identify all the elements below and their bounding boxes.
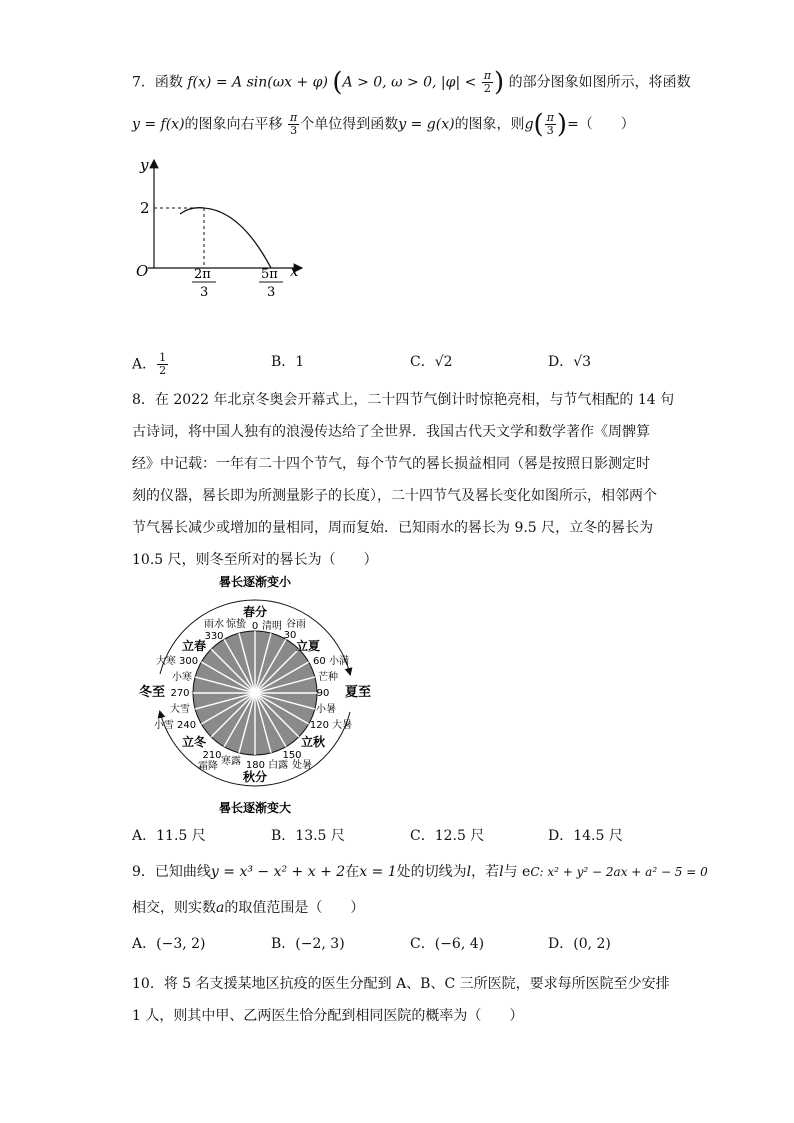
q8-option-a[interactable]: [132, 826, 206, 846]
q8-line: 古诗词，将中国人独有的浪漫传达给了全世界．我国古代天文学和数学著作《周髀算: [132, 424, 650, 440]
q7-func-y: y = f(x): [132, 116, 185, 133]
term-label: 180 白露: [245, 760, 289, 771]
option-label: B．: [271, 936, 296, 952]
q9-curve: y = x³ − x² + x + 2: [210, 864, 346, 880]
q9-x: x = 1: [359, 864, 397, 880]
term-label: 大寒 300: [155, 656, 199, 667]
option-text: (−2, 3): [295, 936, 345, 952]
term-label: 寒露: [221, 756, 241, 767]
q7-text: 函数: [154, 74, 183, 91]
left-paren: (: [332, 67, 343, 98]
frac-num: π: [290, 111, 298, 124]
option-label: A．: [132, 936, 157, 952]
q10-line: 1 人，则其中甲、乙两医生恰分配到相同医院的概率为（ ）: [132, 1008, 524, 1024]
term-label: 大雪: [170, 704, 190, 715]
option-text: 12.5 尺: [434, 828, 485, 844]
q7-function-graph: [130, 150, 320, 300]
q9-l: l: [499, 864, 504, 880]
option-label: D．: [548, 354, 574, 370]
right-paren: ): [494, 67, 505, 98]
q7-text: 的部分图象如图所示，将函数: [508, 74, 691, 91]
q8-option-d[interactable]: [548, 826, 623, 846]
q7-option-b[interactable]: [271, 352, 304, 372]
winter-solstice-label: 冬至: [138, 685, 166, 700]
option-label: B．: [271, 828, 296, 844]
term-label: 小寒: [172, 672, 192, 683]
frac-num: 1: [159, 351, 167, 364]
option-text: 11.5 尺: [156, 828, 206, 844]
q9-option-a[interactable]: [132, 934, 206, 954]
q9-text: 的取值范围是（ ）: [224, 900, 365, 916]
option-label: B．: [271, 354, 296, 370]
term-label: 120 大暑: [309, 720, 353, 731]
q7-text: 的图象向右平移: [184, 116, 283, 133]
term-label: 270: [170, 688, 190, 699]
q7-answer-blank: =（ ）: [567, 116, 635, 133]
term-label: 立夏: [295, 639, 321, 653]
x-tick2-num: 5π: [261, 267, 278, 282]
option-label: A．: [132, 828, 157, 844]
x-axis-label: x: [290, 262, 299, 280]
term-label: 立秋: [300, 735, 326, 749]
frac-den: 2: [159, 364, 167, 377]
option-text: (−6, 4): [434, 936, 485, 952]
term-label: 小雪 240: [153, 720, 197, 731]
q8-line: 10.5 尺，则冬至所对的晷长为（ ）: [132, 552, 378, 568]
q8-line: 经》中记载：一年有二十四个节气，每个节气的晷长损益相同（晷是按照日影测定时: [132, 456, 650, 472]
q9-text: 与 e: [503, 864, 531, 880]
origin-label: O: [136, 262, 149, 280]
q7-number: 7．: [132, 74, 155, 91]
option-label: A．: [132, 356, 157, 373]
q7-function: f(x) = A sin(ωx + φ): [187, 74, 328, 91]
q7-option-d[interactable]: [548, 352, 591, 372]
term-label: 30: [283, 630, 297, 641]
term-label: 60 小满: [313, 656, 349, 667]
option-text: 1: [295, 354, 305, 370]
q9-text: ，若: [471, 864, 500, 880]
q7-condition: A > 0, ω > 0, |φ| <: [342, 74, 477, 91]
q9-line1: [132, 862, 708, 882]
q9-l: l: [466, 864, 472, 880]
x-tick2-den: 3: [267, 285, 276, 300]
frac-num: π: [483, 69, 492, 82]
q7-g: g: [524, 116, 534, 133]
term-label: 330: [204, 631, 224, 642]
term-label: 0: [251, 621, 259, 632]
q7-text: 个单位得到函数: [300, 116, 399, 133]
solar-terms-wheel: [130, 572, 380, 820]
x-tick1-den: 3: [200, 285, 209, 300]
q9-circle: C: x² + y² − 2ax + a² − 5 = 0: [530, 865, 708, 879]
term-label: 立春: [181, 639, 207, 653]
q8-line: 节气晷长减少或增加的量相同，周而复始．已知雨水的晷长为 9.5 尺，立冬的晷长为: [132, 520, 654, 536]
left-paren: (: [533, 109, 544, 140]
term-label: 150: [282, 750, 302, 761]
pi-over-three: [545, 112, 556, 137]
option-text: (−3, 2): [156, 936, 206, 952]
option-text: √2: [434, 354, 453, 370]
term-label: 处暑: [292, 760, 312, 771]
pi-over-two: [482, 70, 493, 95]
bottom-caption: 晷长逐渐变大: [218, 801, 292, 815]
term-label: 春分: [242, 605, 268, 619]
q7-line1: [132, 67, 691, 98]
option-text: √3: [573, 354, 592, 370]
q9-line2: [132, 898, 364, 918]
term-label: 霜降: [198, 761, 218, 772]
q8-option-b[interactable]: [271, 826, 345, 846]
q9-var: a: [216, 900, 225, 916]
term-label: 秋分: [242, 770, 268, 784]
q7-text: 的图象，则: [454, 116, 525, 133]
sine-curve: [180, 208, 271, 268]
q10-line: 10．将 5 名支援某地区抗疫的医生分配到 A、B、C 三所医院，要求每所医院至少安排: [132, 976, 670, 992]
option-text: (0, 2): [573, 936, 611, 952]
option-label: D．: [548, 828, 574, 844]
q8-line: 8．在 2022 年北京冬奥会开幕式上，二十四节气倒计时惊艳亮相，与节气相配的 14 句: [132, 392, 675, 408]
q9-text: 在: [345, 864, 360, 880]
option-label: C．: [410, 354, 435, 370]
frac-den: 2: [483, 82, 491, 95]
q9-text: 处的切线为: [396, 864, 467, 880]
term-label: 210: [202, 750, 222, 761]
q7-func-g: y = g(x): [398, 116, 455, 133]
frac-num: π: [546, 111, 554, 124]
term-label: 芒种: [318, 672, 338, 683]
q9-text: 9．已知曲线: [132, 864, 211, 880]
right-paren: ): [556, 109, 568, 140]
top-caption: 晷长逐渐变小: [218, 575, 292, 589]
term-label: 立冬: [181, 735, 207, 749]
y-tick-label: 2: [140, 199, 150, 217]
option-label: D．: [548, 936, 574, 952]
pi-over-three: [288, 112, 299, 137]
option-label: C．: [410, 828, 435, 844]
q9-text: 相交，则实数: [132, 900, 216, 916]
q7-line2: [132, 109, 635, 140]
x-tick1-num: 2π: [194, 267, 211, 282]
term-label: 谷雨: [286, 619, 306, 630]
q9-option-d[interactable]: [548, 934, 611, 954]
option-text: 13.5 尺: [295, 828, 345, 844]
option-text: 14.5 尺: [573, 828, 623, 844]
frac-den: 3: [546, 124, 554, 137]
option-label: C．: [410, 936, 435, 952]
q9-option-c[interactable]: [410, 934, 484, 954]
term-label: 90: [316, 688, 330, 699]
q7-option-a[interactable]: [132, 352, 169, 377]
q7-option-c[interactable]: [410, 352, 453, 372]
summer-solstice-label: 夏至: [344, 685, 372, 700]
y-axis-label: y: [140, 156, 149, 174]
term-label: 清明: [262, 621, 282, 632]
term-label: 雨水: [204, 619, 224, 630]
q9-option-b[interactable]: [271, 934, 345, 954]
q8-line: 刻的仪器，晷长即为所测量影子的长度），二十四节气及晷长变化如图所示，相邻两个: [132, 488, 657, 504]
q8-option-c[interactable]: [410, 826, 484, 846]
term-label: 小暑: [316, 704, 336, 715]
frac-den: 3: [290, 124, 298, 137]
one-half: [157, 352, 168, 377]
term-label: 惊蛰: [226, 619, 246, 630]
